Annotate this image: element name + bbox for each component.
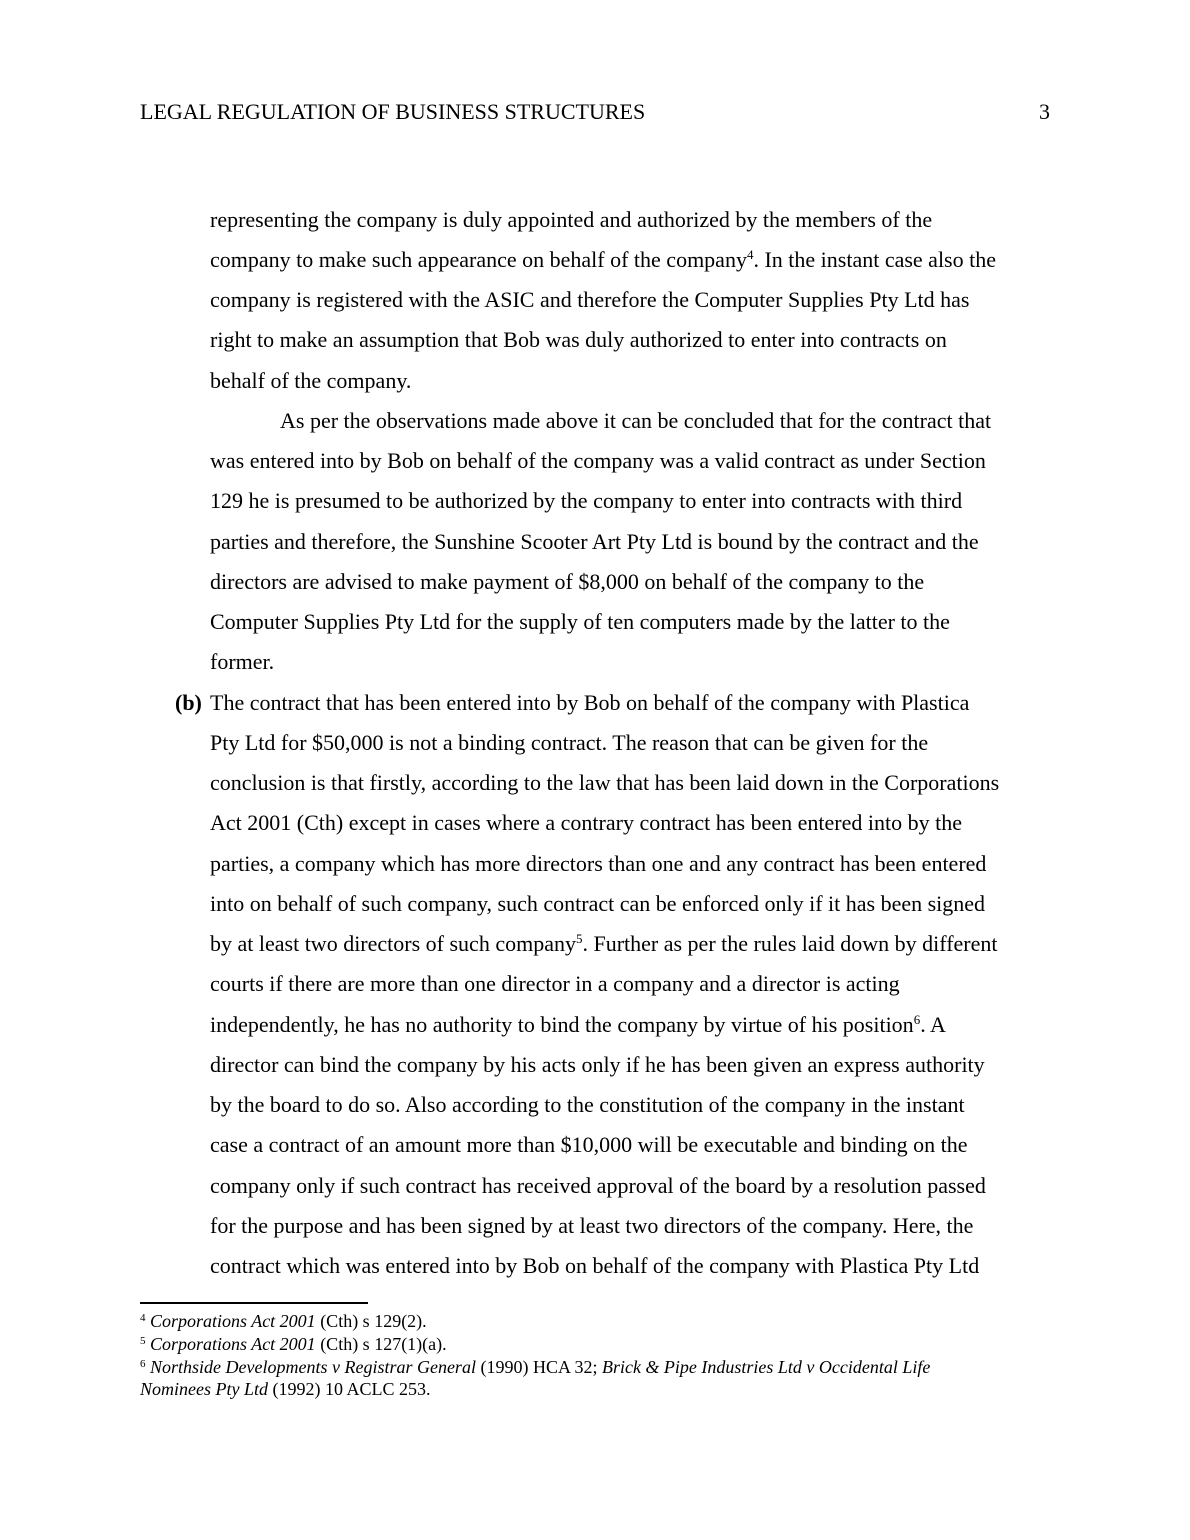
body-text: company to make such appearance on behalf of the company bbox=[210, 247, 747, 272]
footnote-number: 6 bbox=[140, 1358, 146, 1370]
body-text: . Further as per the rules laid down by different bbox=[582, 931, 998, 956]
body-line: case a contract of an amount more than $10,000 will be executable and binding on the bbox=[210, 1132, 968, 1157]
footnote-6-continued bbox=[140, 1378, 1050, 1400]
footnote-text: (1992) 10 ACLC 253. bbox=[268, 1379, 431, 1399]
body-text: . A bbox=[920, 1012, 946, 1037]
footnote-4 bbox=[140, 1310, 1050, 1332]
body-line: contract which was entered into by Bob on behalf of the company with Plastica Pty Ltd bbox=[210, 1253, 980, 1278]
body-line: former. bbox=[210, 649, 275, 674]
running-title: LEGAL REGULATION OF BUSINESS STRUCTURES bbox=[140, 99, 646, 124]
footnote-ref[interactable]: 6 bbox=[913, 1012, 921, 1027]
footnote-6 bbox=[140, 1356, 1050, 1378]
footnote-text: (Cth) s 129(2). bbox=[315, 1311, 427, 1331]
body-line bbox=[210, 1010, 1070, 1040]
body-line: As per the observations made above it can be concluded that for the contract that bbox=[280, 408, 992, 433]
body-line: right to make an assumption that Bob was duly authorized to enter into contracts on bbox=[210, 327, 947, 352]
page-number: 3 bbox=[1039, 99, 1050, 124]
footnote-separator bbox=[140, 1302, 368, 1304]
body-line: parties, a company which has more directors than one and any contract has been entered bbox=[210, 851, 987, 876]
footnote-ref[interactable]: 5 bbox=[575, 931, 583, 946]
body-line: representing the company is duly appointed and authorized by the members of the bbox=[210, 207, 933, 232]
footnote-number: 5 bbox=[140, 1335, 146, 1347]
body-text: . In the instant case also the bbox=[753, 247, 996, 272]
body-line: Pty Ltd for $50,000 is not a binding contract. The reason that can be given for the bbox=[210, 730, 929, 755]
body-line bbox=[210, 929, 1070, 959]
footnote-citation: Nominees Pty Ltd bbox=[140, 1379, 268, 1399]
footnote-citation: Brick & Pipe Industries Ltd v Occidental Life bbox=[601, 1357, 931, 1377]
footnote-text: (Cth) s 127(1)(a). bbox=[315, 1334, 447, 1354]
body-line: into on behalf of such company, such contract can be enforced only if it has been signed bbox=[210, 891, 986, 916]
body-line: The contract that has been entered into by Bob on behalf of the company with Plastica bbox=[210, 690, 970, 715]
footnote-ref[interactable]: 4 bbox=[746, 247, 754, 262]
body-line: company is registered with the ASIC and therefore the Computer Supplies Pty Ltd has bbox=[210, 287, 970, 312]
body-text: by at least two directors of such company bbox=[210, 931, 576, 956]
body-line: Act 2001 (Cth) except in cases where a contrary contract has been entered into by the bbox=[210, 810, 962, 835]
footnote-citation: Northside Developments v Registrar General bbox=[150, 1357, 476, 1377]
footnote-citation: Corporations Act 2001 bbox=[150, 1334, 316, 1354]
body-line: for the purpose and has been signed by at least two directors of the company. Here, the bbox=[210, 1213, 974, 1238]
body-text: independently, he has no authority to bind the company by virtue of his position bbox=[210, 1012, 914, 1037]
body-line: parties and therefore, the Sunshine Scooter Art Pty Ltd is bound by the contract and the bbox=[210, 529, 979, 554]
body-line: behalf of the company. bbox=[210, 368, 412, 393]
body-line: Computer Supplies Pty Ltd for the supply of ten computers made by the latter to the bbox=[210, 609, 950, 634]
body-line: director can bind the company by his acts only if he has been given an express authority bbox=[210, 1052, 985, 1077]
footnote-citation: Corporations Act 2001 bbox=[150, 1311, 316, 1331]
body-line bbox=[210, 245, 1070, 275]
body-line: 129 he is presumed to be authorized by the company to enter into contracts with third bbox=[210, 488, 963, 513]
body-line: conclusion is that firstly, according to the law that has been laid down in the Corporations bbox=[210, 770, 1000, 795]
body-line: company only if such contract has received approval of the board by a resolution passed bbox=[210, 1173, 986, 1198]
footnote-5 bbox=[140, 1333, 1050, 1355]
footnote-text: (1990) HCA 32; bbox=[475, 1357, 602, 1377]
body-line: courts if there are more than one director in a company and a director is acting bbox=[210, 971, 900, 996]
body-line: directors are advised to make payment of $8,000 on behalf of the company to the bbox=[210, 569, 925, 594]
footnote-number: 4 bbox=[140, 1312, 146, 1324]
body-line: was entered into by Bob on behalf of the company was a valid contract as under Section bbox=[210, 448, 986, 473]
list-marker: (b) bbox=[175, 690, 202, 715]
body-line: by the board to do so. Also according to the constitution of the company in the instant bbox=[210, 1092, 965, 1117]
